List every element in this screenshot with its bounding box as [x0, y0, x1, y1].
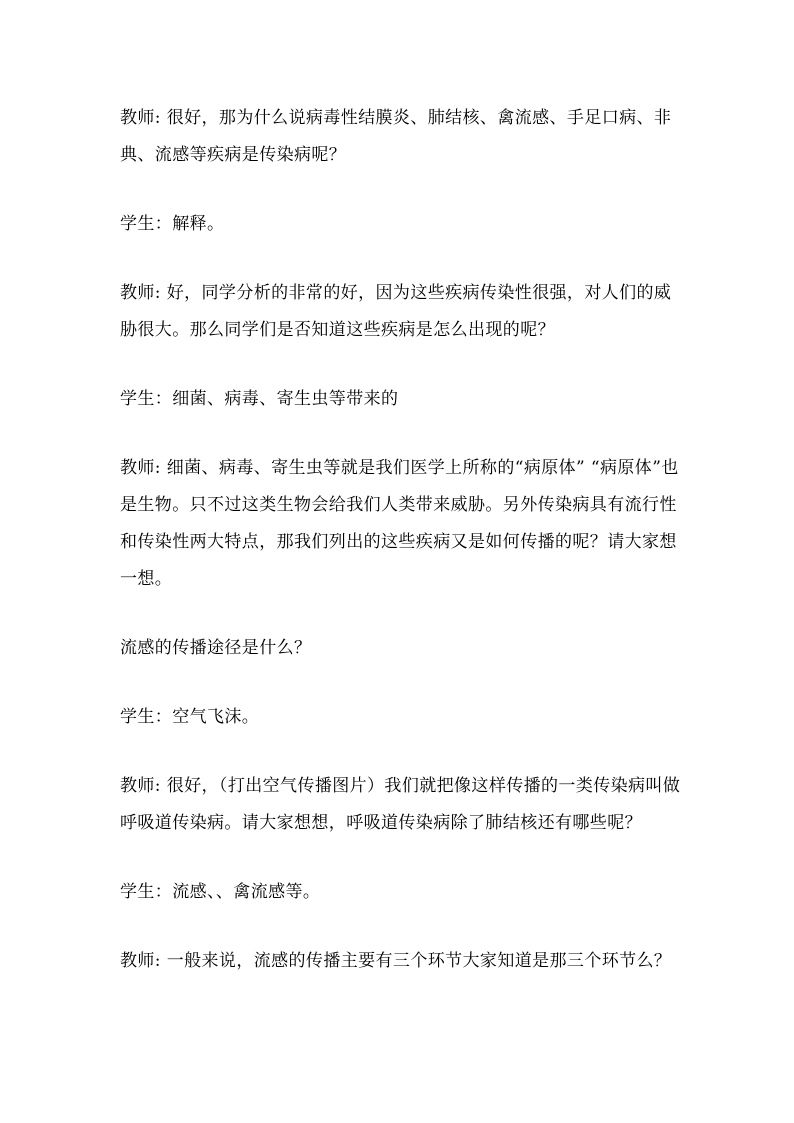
paragraph-teacher-5: 教师: 一般来说，流感的传播主要有三个环节大家知道是那三个环节么？: [120, 951, 672, 971]
paragraph-teacher-4: 教师: 很好，（打出空气传播图片）我们就把像这样传播的一类传染病叫做呼吸道传染病。请大家想想，呼吸道传染病除了肺结核还有哪些呢？: [120, 776, 681, 833]
paragraph-student-1: 学生：解释。: [120, 214, 225, 234]
paragraph-teacher-1: 教师: 很好，那为什么说病毒性结膜炎、肺结核、禽流感、手足口病、非典、流感等疾病是传染病呢？: [120, 108, 672, 165]
paragraph-student-2: 学生：细菌、病毒、寄生虫等带来的: [120, 389, 399, 409]
paragraph-teacher-2: 教师: 好，同学分析的非常的好，因为这些疾病传染性很强，对人们的威胁很大。那么同学们是否知道这些疾病是怎么出现的呢？: [120, 283, 672, 340]
paragraph-question: 流感的传播途径是什么？: [120, 638, 312, 658]
paragraph-student-3: 学生：空气飞沫。: [120, 707, 260, 727]
paragraph-teacher-3: 教师: 细菌、病毒、寄生虫等就是我们医学上所称的“病原体” “病原体”也是生物。只不过这类生物会给我们人类带来威胁。另外传染病具有流行性和传染性两大特点，那我们列出的这些疾病又是如何传播的呢？请大家想一想。: [120, 458, 679, 589]
paragraph-student-4: 学生：流感、、禽流感等。: [120, 882, 321, 902]
